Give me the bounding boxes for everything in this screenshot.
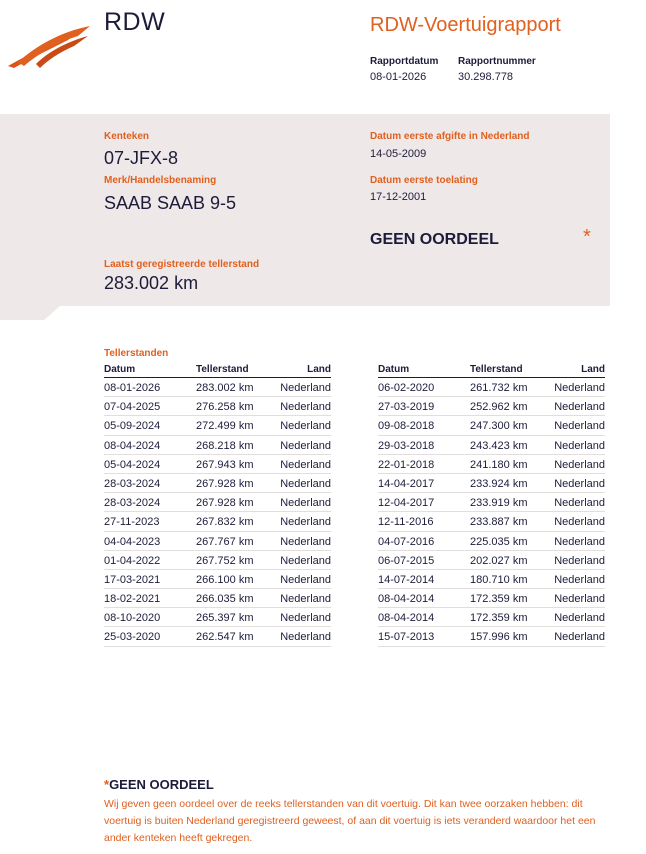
table-header [104, 363, 331, 378]
column-header-date: Datum [378, 364, 410, 375]
reading-country: Nederland [554, 458, 605, 471]
reading-km: 267.832 km [196, 516, 254, 529]
plate-value: 07-JFX-8 [104, 148, 179, 168]
reading-country: Nederland [280, 612, 331, 625]
reading-date: 08-01-2026 [104, 382, 161, 394]
column-header-country: Land [307, 364, 331, 375]
table-row [104, 436, 331, 455]
reading-km: 157.996 km [470, 631, 528, 644]
table-row [104, 455, 331, 474]
reading-date: 25-03-2020 [104, 631, 161, 644]
table-row [378, 551, 605, 570]
first-registration-nl-label: Datum eerste afgifte in Nederland [370, 131, 530, 142]
reading-km: 261.732 km [470, 382, 528, 394]
make-value: SAAB SAAB 9-5 [104, 193, 237, 213]
brand-name: RDW [104, 8, 166, 36]
table-row [378, 627, 605, 646]
table-row [104, 474, 331, 493]
reading-country: Nederland [554, 477, 605, 490]
reading-date: 28-03-2024 [104, 497, 161, 510]
table-row [104, 512, 331, 531]
reading-country: Nederland [280, 573, 331, 586]
reading-date: 14-07-2014 [378, 573, 435, 586]
reading-country: Nederland [554, 612, 605, 625]
reading-country: Nederland [554, 554, 605, 567]
reading-date: 08-04-2014 [378, 612, 435, 625]
table-row [378, 436, 605, 455]
reading-km: 266.100 km [196, 573, 254, 586]
report-date-value: 08-01-2026 [370, 71, 427, 83]
last-odometer-value: 283.002 km [104, 273, 199, 293]
panel-corner [0, 306, 60, 320]
reading-country: Nederland [554, 593, 605, 606]
table-header [378, 363, 605, 378]
reading-country: Nederland [554, 439, 605, 452]
table-row [378, 589, 605, 608]
reading-country: Nederland [280, 497, 331, 510]
verdict-asterisk: * [583, 226, 591, 248]
last-odometer-label: Laatst geregistreerde tellerstand [104, 259, 260, 270]
table-row [104, 416, 331, 435]
report-number-value: 30.298.778 [458, 71, 514, 83]
plate-label: Kenteken [104, 131, 150, 142]
reading-km: 267.928 km [196, 477, 254, 490]
table-row [104, 570, 331, 589]
reading-km: 172.359 km [470, 612, 528, 625]
reading-km: 252.962 km [470, 401, 528, 414]
reading-km: 243.423 km [470, 439, 528, 452]
reading-country: Nederland [554, 401, 605, 414]
reading-date: 18-02-2021 [104, 593, 161, 606]
reading-date: 08-10-2020 [104, 612, 161, 625]
column-header-reading: Tellerstand [470, 364, 523, 375]
reading-country: Nederland [280, 458, 331, 471]
reading-date: 17-03-2021 [104, 573, 161, 586]
reading-km: 267.943 km [196, 458, 254, 471]
reading-country: Nederland [554, 516, 605, 529]
reading-country: Nederland [554, 573, 605, 586]
reading-date: 29-03-2018 [378, 439, 435, 452]
table-row [104, 378, 331, 397]
reading-km: 241.180 km [470, 458, 528, 471]
reading-date: 22-01-2018 [378, 458, 435, 471]
reading-date: 01-04-2022 [104, 554, 161, 567]
reading-country: Nederland [280, 477, 331, 490]
table-row [378, 474, 605, 493]
reading-km: 268.218 km [196, 439, 254, 452]
reading-country: Nederland [280, 535, 331, 548]
reading-country: Nederland [554, 497, 605, 510]
reading-country: Nederland [280, 554, 331, 567]
table-row [378, 416, 605, 435]
reading-date: 09-08-2018 [378, 420, 435, 433]
verdict: GEEN OORDEEL [370, 231, 499, 248]
footnote-text: Wij geven geen oordeel over de reeks tellerstanden van dit voertuig. Dit kan twee oorzaken hebben: dit voertuig is buiten Nederland geregistreerd geweest, of aan dit voertuig is iets veranderd waardoor het een ander kenteken heeft gekregen. [104, 798, 596, 844]
rdw-logo-icon [8, 22, 92, 70]
report-title: RDW-Voertuigrapport [370, 14, 561, 36]
reading-km: 172.359 km [470, 593, 528, 606]
reading-km: 267.767 km [196, 535, 254, 548]
reading-km: 202.027 km [470, 554, 528, 567]
table-row [378, 378, 605, 397]
reading-country: Nederland [280, 401, 331, 414]
reading-km: 267.928 km [196, 497, 254, 510]
column-header-date: Datum [104, 364, 136, 375]
reading-date: 27-03-2019 [378, 401, 435, 414]
table-row [378, 532, 605, 551]
first-admission-value: 17-12-2001 [370, 191, 427, 203]
reading-date: 28-03-2024 [104, 477, 161, 490]
first-admission-label: Datum eerste toelating [370, 175, 478, 186]
reading-date: 04-04-2023 [104, 535, 161, 548]
column-header-country: Land [581, 364, 605, 375]
reading-country: Nederland [280, 593, 331, 606]
footnote-title [104, 777, 214, 792]
table-row [104, 397, 331, 416]
table-row [378, 397, 605, 416]
reading-date: 05-04-2024 [104, 458, 161, 471]
odometer-section-title: Tellerstanden [104, 348, 169, 359]
report-number-label: Rapportnummer [458, 56, 536, 67]
reading-date: 12-11-2016 [378, 516, 434, 529]
reading-date: 14-04-2017 [378, 477, 435, 490]
reading-km: 233.924 km [470, 477, 528, 490]
reading-date: 06-07-2015 [378, 554, 435, 567]
reading-km: 262.547 km [196, 631, 254, 644]
reading-country: Nederland [554, 420, 605, 433]
first-registration-nl-value: 14-05-2009 [370, 148, 427, 160]
vehicle-summary-panel [0, 114, 610, 306]
reading-km: 276.258 km [196, 401, 254, 414]
table-row [378, 608, 605, 627]
reading-country: Nederland [554, 382, 605, 394]
reading-km: 225.035 km [470, 535, 528, 548]
table-row [104, 493, 331, 512]
make-label: Merk/Handelsbenaming [104, 175, 217, 186]
reading-km: 265.397 km [196, 612, 254, 625]
reading-km: 233.887 km [470, 516, 528, 529]
reading-km: 233.919 km [470, 497, 528, 510]
table-row [104, 532, 331, 551]
footnote-asterisk: * [104, 777, 110, 792]
report-date-label: Rapportdatum [370, 56, 439, 67]
reading-km: 283.002 km [196, 382, 254, 394]
reading-country: Nederland [280, 631, 331, 644]
reading-country: Nederland [280, 439, 331, 452]
reading-km: 247.300 km [470, 420, 528, 433]
reading-date: 15-07-2013 [378, 631, 435, 644]
reading-date: 12-04-2017 [378, 497, 435, 510]
reading-date: 08-04-2014 [378, 593, 435, 606]
column-header-reading: Tellerstand [196, 364, 249, 375]
reading-date: 27-11-2023 [104, 516, 160, 529]
reading-country: Nederland [554, 631, 605, 644]
reading-country: Nederland [554, 535, 605, 548]
reading-km: 272.499 km [196, 420, 254, 433]
reading-km: 180.710 km [470, 573, 528, 586]
reading-country: Nederland [280, 382, 331, 394]
reading-date: 04-07-2016 [378, 535, 435, 548]
reading-km: 266.035 km [196, 593, 254, 606]
table-row [104, 551, 331, 570]
reading-date: 06-02-2020 [378, 382, 435, 394]
reading-country: Nederland [280, 420, 331, 433]
odometer-table-right [378, 363, 605, 647]
table-row [104, 589, 331, 608]
reading-country: Nederland [280, 516, 331, 529]
table-row [378, 570, 605, 589]
table-row [378, 455, 605, 474]
reading-date: 07-04-2025 [104, 401, 161, 414]
reading-date: 08-04-2024 [104, 439, 161, 452]
footnote-title-text: GEEN OORDEEL [109, 777, 214, 792]
odometer-table-left [104, 363, 331, 647]
table-row [104, 608, 331, 627]
reading-km: 267.752 km [196, 554, 254, 567]
table-row [378, 512, 605, 531]
table-row [104, 627, 331, 646]
table-row [378, 493, 605, 512]
reading-date: 05-09-2024 [104, 420, 161, 433]
